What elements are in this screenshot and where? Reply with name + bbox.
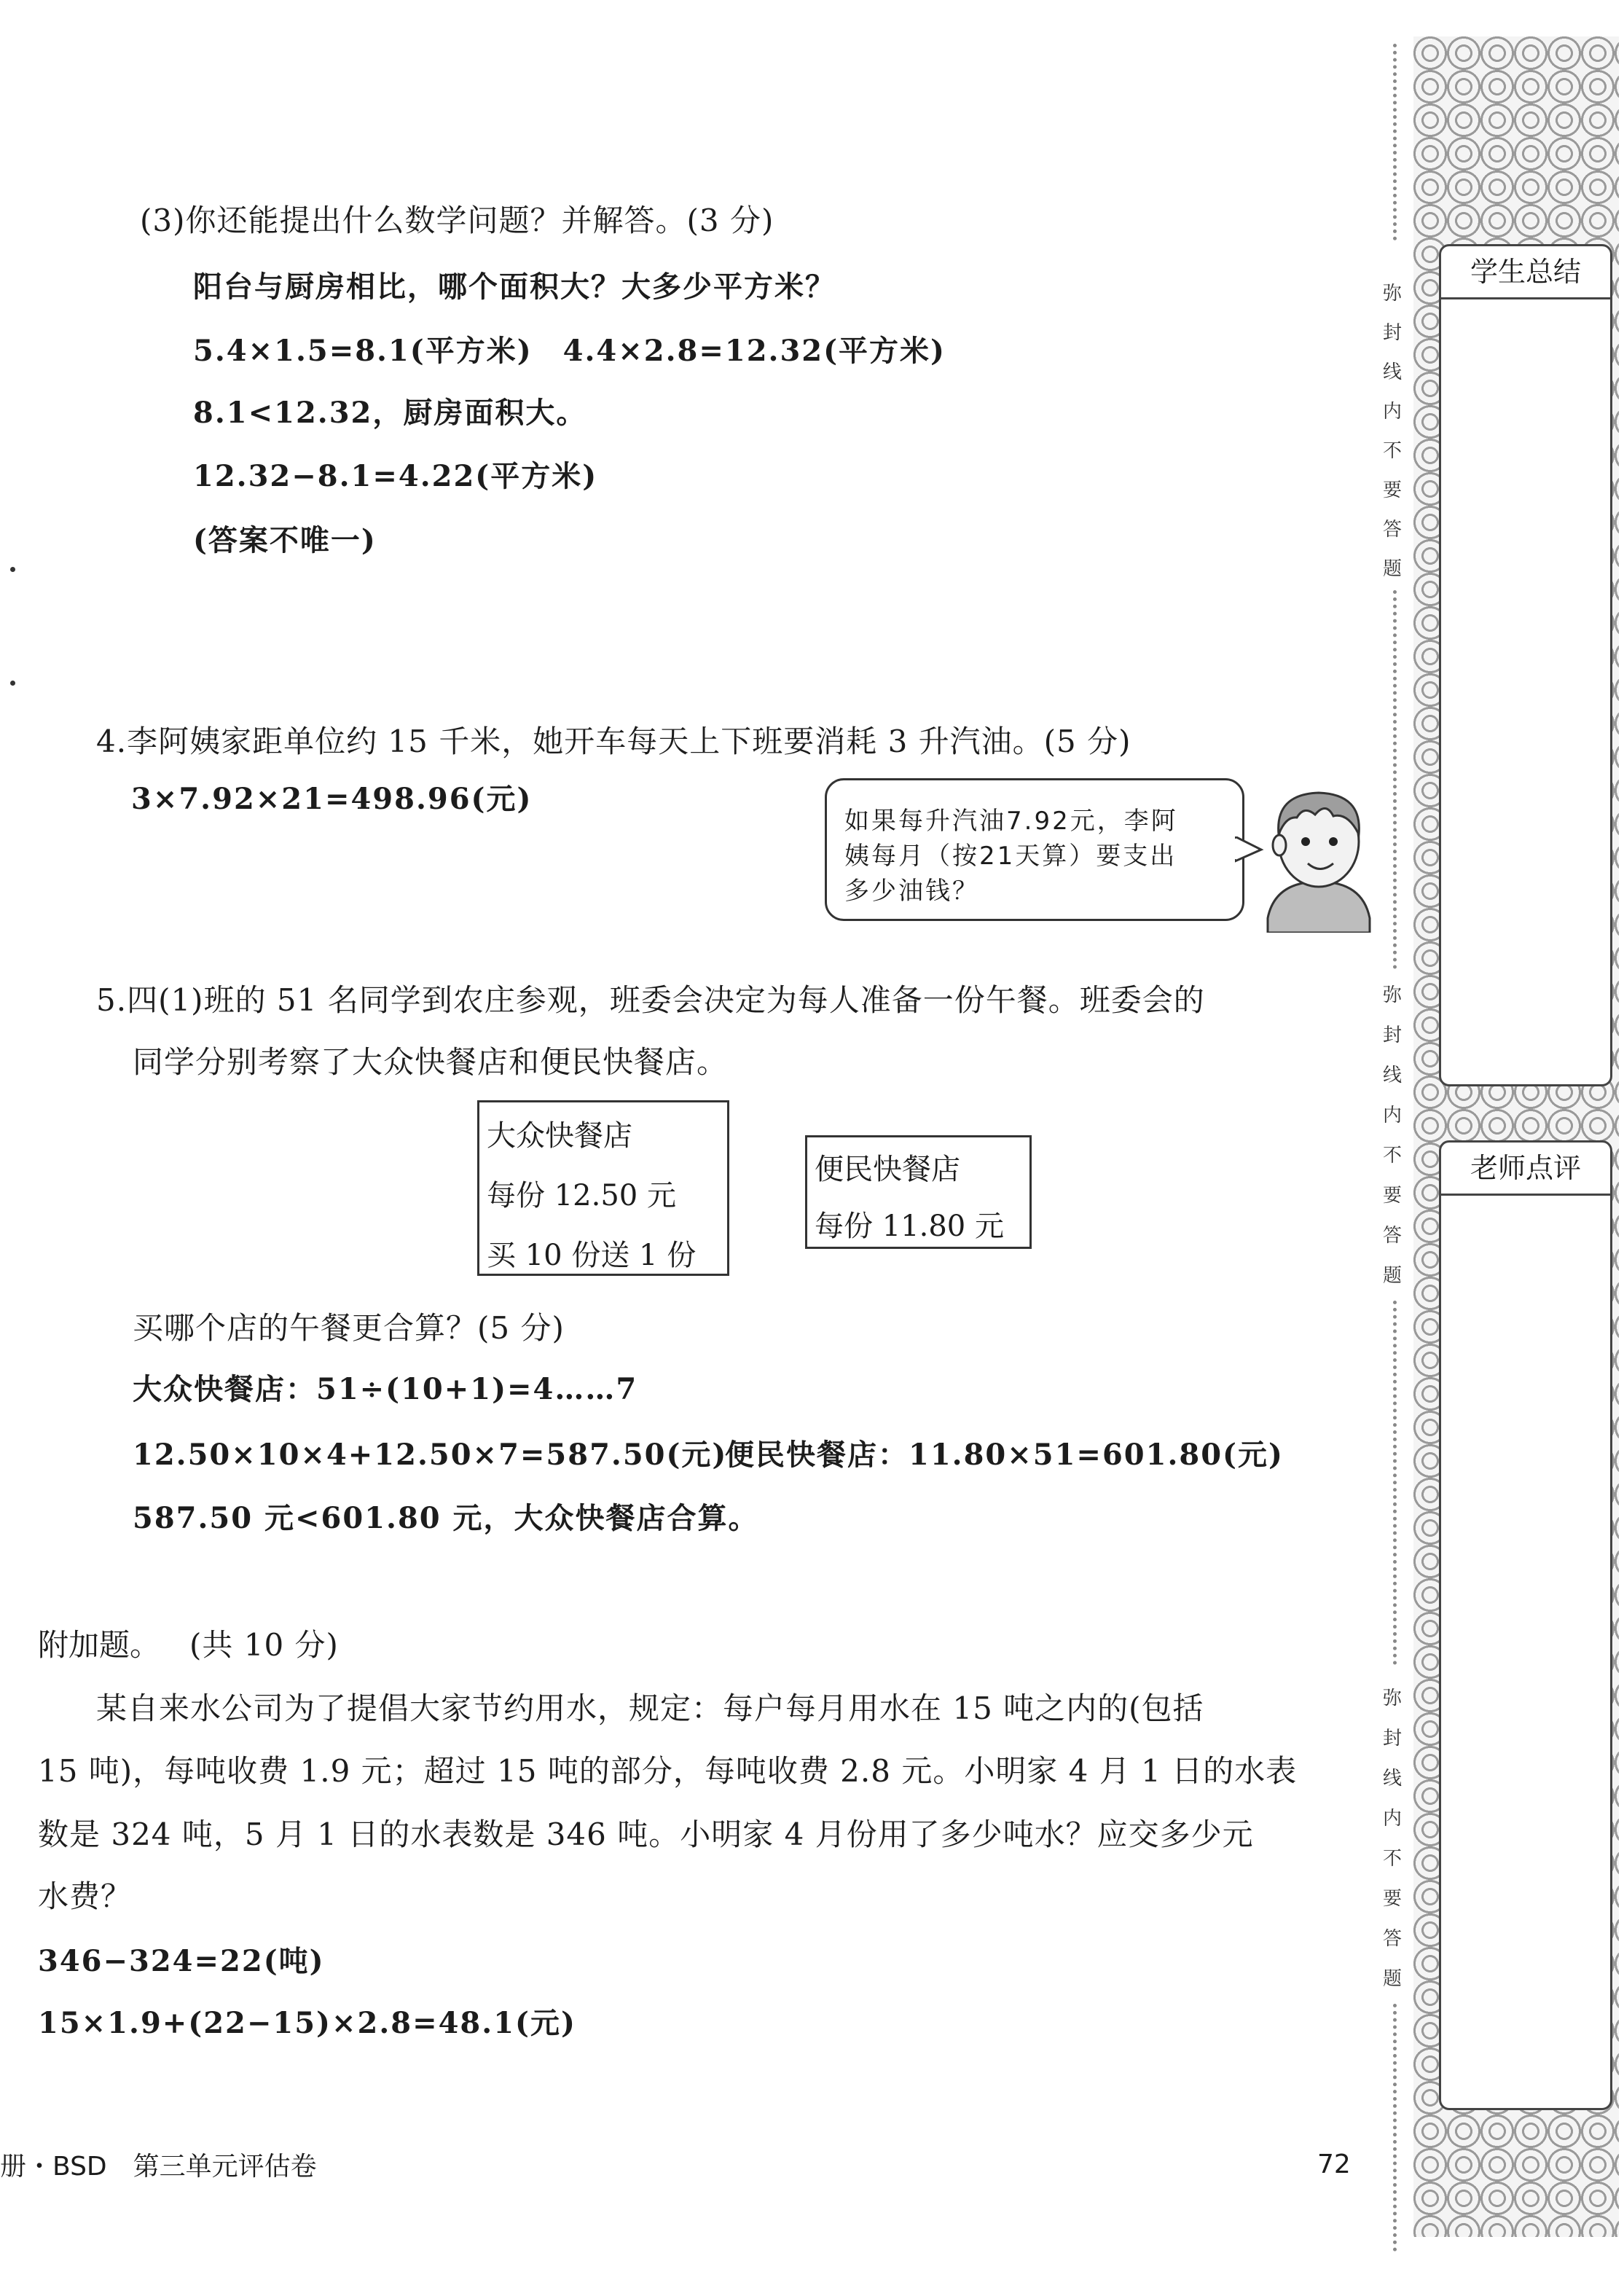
seal-char: 内: [1383, 401, 1403, 423]
q3-title: (3)你还能提出什么数学问题？并解答。(3 分): [140, 203, 774, 238]
q5-answer-line-3: 便民快餐店：11.80×51=601.80(元): [725, 1438, 1284, 1472]
seal-dotted-line: [1393, 2004, 1397, 2252]
q5-question: 买哪个店的午餐更合算？(5 分): [133, 1310, 565, 1346]
q5-title-line-2: 同学分别考察了大众快餐店和便民快餐店。: [133, 1044, 729, 1080]
q4-answer: 3×7.92×21=498.96(元): [131, 782, 533, 816]
seal-char: 要: [1383, 1888, 1403, 1910]
q5-answer-line-2: 12.50×10×4+12.50×7=587.50(元): [133, 1438, 728, 1472]
margin-dot: [10, 681, 15, 686]
student-summary-title: 学生总结: [1441, 246, 1610, 299]
bonus-text-line-2: 15 吨)，每吨收费 1.9 元；超过 15 吨的部分，每吨收费 2.8 元。小明家 4 月 1 日的水表: [38, 1753, 1298, 1789]
bonus-heading: 附加题。: [38, 1627, 161, 1663]
bonus-answer-line-2: 15×1.9+(22−15)×2.8=48.1(元): [38, 2006, 576, 2040]
teacher-comment-panel: [1439, 1140, 1612, 2110]
q3-answer-line-1: 阳台与厨房相比，哪个面积大？大多少平方米？: [193, 270, 836, 304]
boy-icon: [1253, 772, 1384, 933]
seal-char: 内: [1383, 1808, 1403, 1830]
bubble-line-3: 多少油钱？: [844, 877, 979, 906]
seal-char: 封: [1383, 1728, 1403, 1749]
store-a-offer: 买 10 份送 1 份: [487, 1239, 697, 1272]
bubble-line-1: 如果每升汽油7.92元，李阿: [844, 807, 1178, 836]
seal-char: 要: [1383, 1185, 1403, 1207]
store-b-price: 每份 11.80 元: [815, 1210, 1004, 1243]
q5-title-line-1: 5.四(1)班的 51 名同学到农庄参观，班委会决定为每人准备一份午餐。班委会的: [96, 982, 1205, 1018]
seal-char: 线: [1383, 361, 1403, 383]
seal-char: 题: [1383, 1968, 1403, 1990]
bubble-line-2: 姨每月（按21天算）要支出: [844, 842, 1177, 871]
seal-char: 不: [1383, 1848, 1403, 1870]
seal-dotted-line: [1393, 1301, 1397, 1665]
seal-char: 答: [1383, 519, 1403, 541]
seal-char: 封: [1383, 322, 1403, 344]
seal-char: 题: [1383, 558, 1403, 580]
seal-char: 不: [1383, 440, 1403, 462]
margin-dot: [10, 567, 15, 572]
seal-char: 线: [1383, 1065, 1403, 1086]
seal-char: 封: [1383, 1024, 1403, 1046]
footer-label: 册・BSD 第三单元评估卷: [0, 2152, 317, 2182]
bonus-text-line-3: 数是 324 吨，5 月 1 日的水表数是 346 吨。小明家 4 月份用了多少吨水？应交多少元: [38, 1817, 1254, 1852]
q4-title: 4.李阿姨家距单位约 15 千米，她开车每天上下班要消耗 3 升汽油。(5 分): [96, 724, 1131, 759]
seal-char: 弥: [1383, 283, 1403, 305]
seal-char: 答: [1383, 1928, 1403, 1950]
speech-bubble: [825, 778, 1244, 921]
q3-answer-line-4: 12.32−8.1=4.22(平方米): [193, 459, 598, 493]
seal-dotted-line: [1393, 44, 1397, 240]
q3-answer-line-2: 5.4×1.5=8.1(平方米) 4.4×2.8=12.32(平方米): [193, 334, 946, 368]
store-a-price: 每份 12.50 元: [487, 1179, 676, 1212]
q3-answer-line-3: 8.1<12.32，厨房面积大。: [193, 396, 587, 430]
seal-char: 内: [1383, 1105, 1403, 1126]
store-a-card: [477, 1100, 729, 1276]
seal-char: 不: [1383, 1145, 1403, 1167]
seal-char: 答: [1383, 1225, 1403, 1247]
bonus-text-line-1: 某自来水公司为了提倡大家节约用水，规定：每户每月用水在 15 吨之内的(包括: [96, 1690, 1204, 1726]
seal-char: 线: [1383, 1768, 1403, 1790]
bonus-answer-line-1: 346−324=22(吨): [38, 1944, 325, 1978]
q3-answer-line-5: (答案不唯一): [193, 523, 377, 557]
bonus-text-line-4: 水费？: [38, 1878, 133, 1914]
bonus-score: (共 10 分): [189, 1627, 339, 1663]
teacher-comment-title: 老师点评: [1441, 1143, 1610, 1196]
store-b-card: [805, 1135, 1032, 1249]
seal-char: 弥: [1383, 1688, 1403, 1709]
store-a-name: 大众快餐店: [487, 1119, 632, 1153]
q5-answer-line-4: 587.50 元<601.80 元，大众快餐店合算。: [133, 1501, 759, 1535]
seal-char: 要: [1383, 479, 1403, 501]
seal-dotted-line: [1393, 590, 1397, 969]
q5-answer-line-1: 大众快餐店：51÷(10+1)=4……7: [133, 1372, 638, 1406]
store-b-name: 便民快餐店: [815, 1153, 960, 1186]
page-number: 72: [1317, 2150, 1351, 2179]
student-summary-panel: [1439, 244, 1612, 1086]
seal-char: 弥: [1383, 984, 1403, 1006]
seal-char: 题: [1383, 1265, 1403, 1287]
